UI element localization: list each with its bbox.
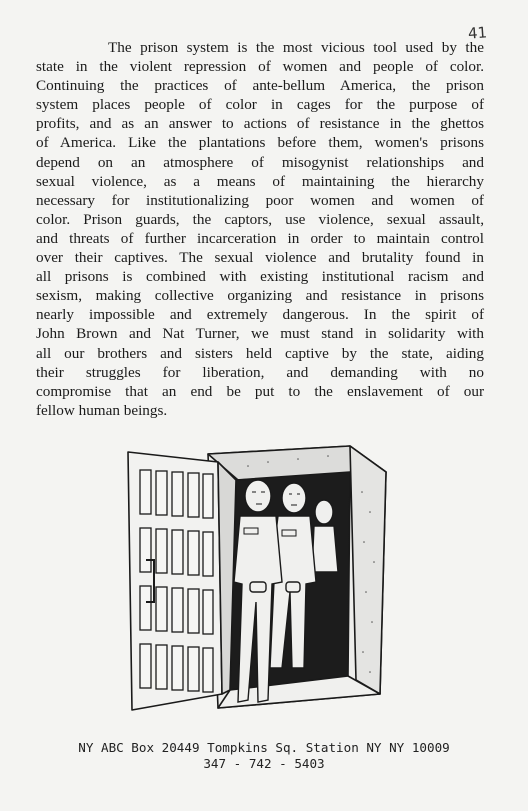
text-line: fellow human beings.: [36, 401, 168, 419]
cell-side-panel: [350, 446, 386, 694]
text-line: The prison system is the most vicious tool used by the: [108, 39, 484, 56]
text-line: depend on an atmosphere of misogynist relationships and: [36, 153, 484, 171]
text-line: nearly impossible and extremely dangerous. In the spirit of: [36, 306, 484, 324]
text-line: profits, and as an answer to actions of resistance in the ghettos: [36, 115, 484, 133]
phone-number: 347 - 742 - 5403: [203, 756, 325, 771]
text-line: necessary for institutionalizing poor women and women of: [36, 191, 484, 209]
text-line: of America. Like the plantations before them, women's prisons: [36, 134, 484, 152]
text-line: color. Prison guards, the captors, use violence, sexual assault,: [36, 210, 484, 228]
page-number: 41: [467, 23, 488, 43]
text-line: Continuing the practices of ante-bellum America, the prison: [36, 77, 484, 95]
text-line: their struggles for liberation, and demanding with no: [36, 363, 484, 381]
text-line: sexism, making collective organizing and resistance in prisons: [36, 287, 484, 305]
mailing-address: NY ABC Box 20449 Tompkins Sq. Station NY NY 10009: [78, 740, 450, 755]
text-line: John Brown and Nat Turner, we must stand in solidarity with: [36, 325, 484, 343]
text-line: system places people of color in cages for the purpose of: [36, 96, 484, 114]
text-line: all our brothers and sisters held captive by the state, aiding: [36, 344, 484, 362]
body-paragraph: [36, 38, 484, 420]
contact-footer: [0, 740, 528, 772]
text-line: sexual violence, as a means of maintaining the hierarchy: [36, 172, 484, 190]
text-line: and threats of further incarceration in order to maintain control: [36, 229, 484, 247]
text-line: compromise that an end be put to the enslavement of our: [36, 382, 484, 400]
text-line: all prisons is combined with existing institutional racism and: [36, 268, 484, 286]
prison-cell-illustration: [118, 432, 408, 732]
text-line: over their captives. The sexual violence and brutality found in: [36, 249, 484, 267]
text-line: state in the violent repression of women and people of color.: [36, 58, 484, 76]
